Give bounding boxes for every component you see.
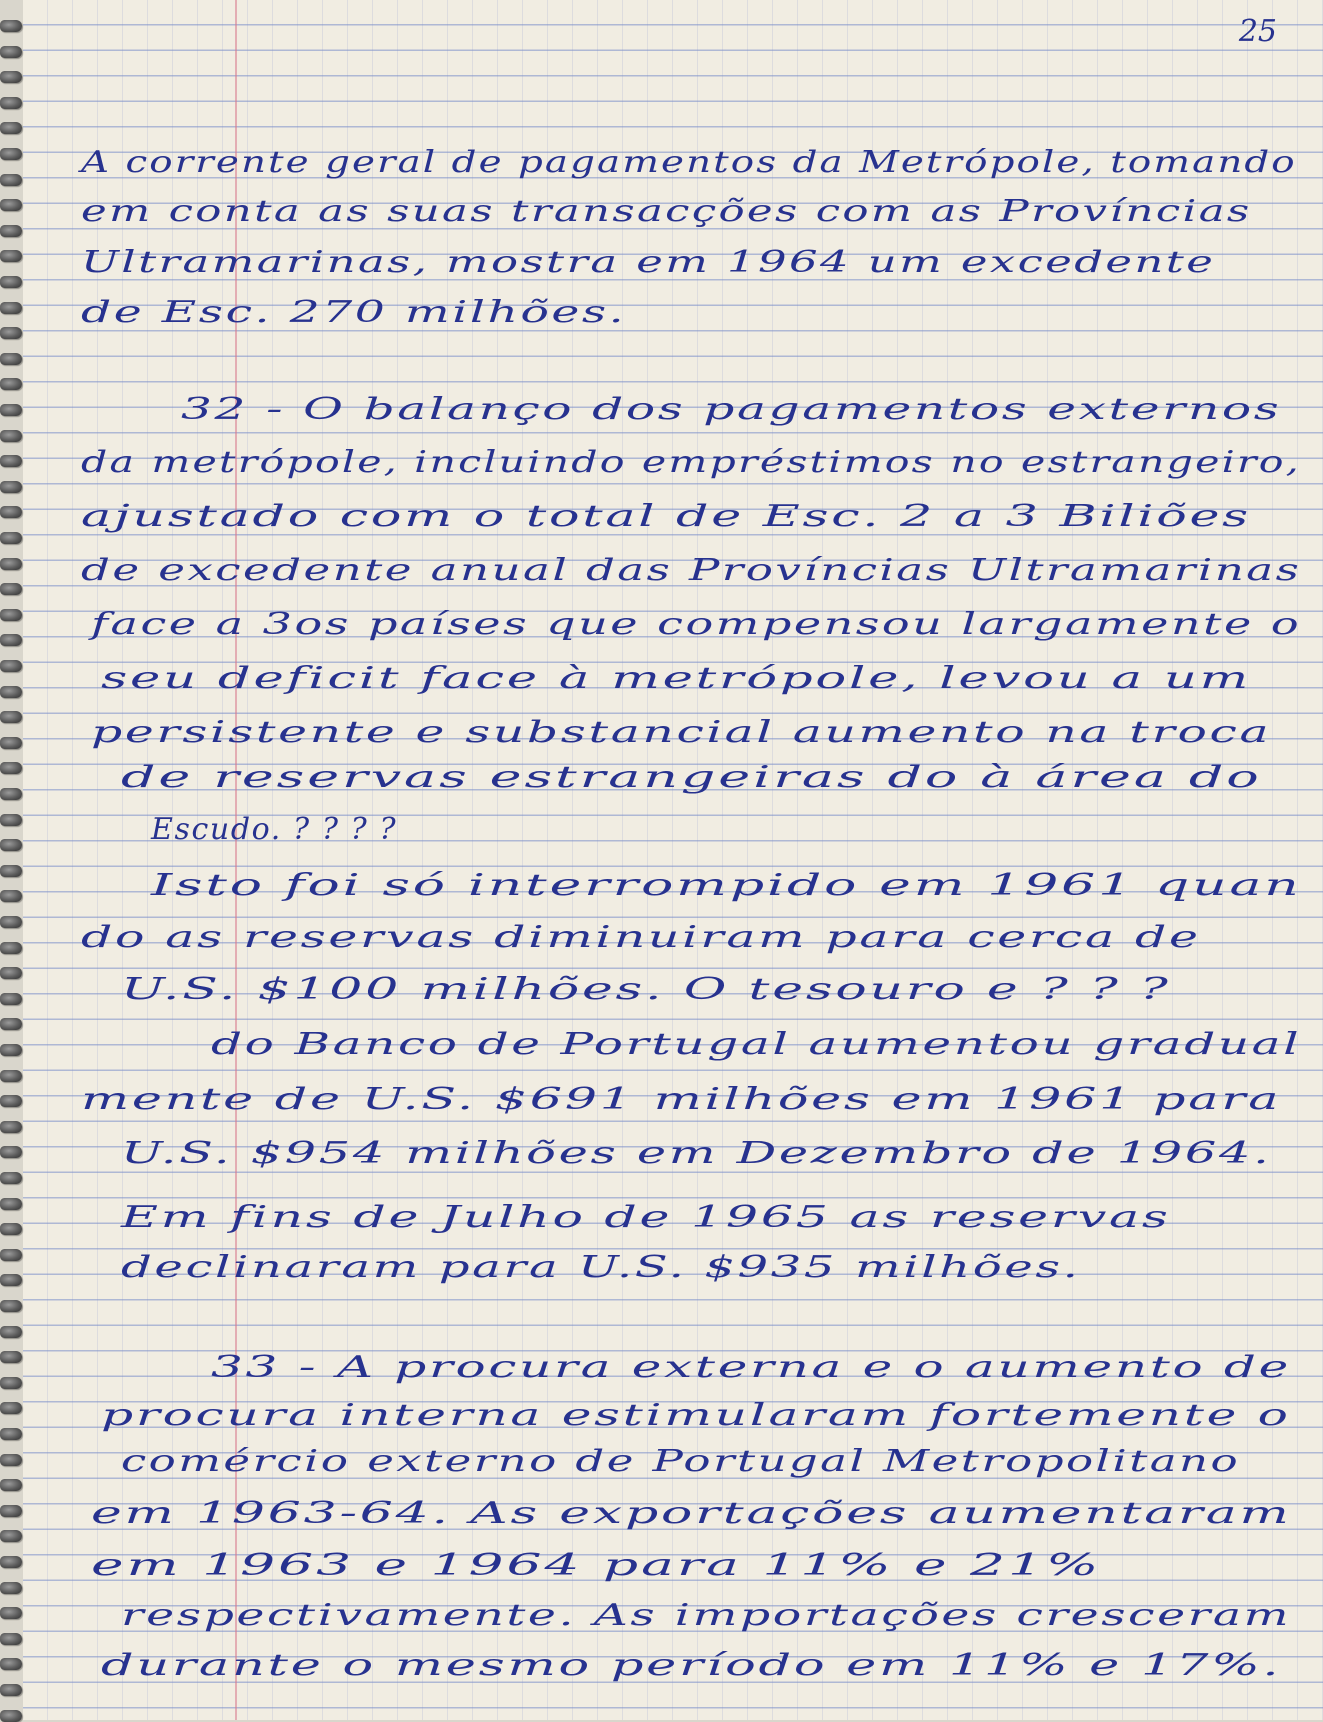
text-line: respectivamente. As importações cresceram [121,1598,1292,1633]
spiral-ring [0,788,22,800]
text-line: Isto foi só interrompido em 1961 quan [151,868,1302,903]
text-line: em 1963 e 1964 para 11% e 21% [91,1548,1102,1583]
text-line: procura interna estimularam fortemente o [101,1398,1291,1433]
spiral-ring [0,711,22,723]
spiral-ring [0,1505,22,1517]
text-line: A corrente geral de pagamentos da Metrópole, tomando [81,145,1297,180]
spiral-ring [0,506,22,518]
spiral-ring [0,1658,22,1670]
text-line: U.S. $954 milhões em Dezembro de 1964. [121,1136,1272,1171]
spiral-ring [0,1300,22,1312]
spiral-ring [0,404,22,416]
spiral-ring [0,1249,22,1261]
text-line: persistente e substancial aumento na troca [91,715,1272,750]
spiral-ring [0,762,22,774]
spiral-ring [0,327,22,339]
spiral-ring [0,1326,22,1338]
spiral-ring [0,1684,22,1696]
text-line: 33 - A procura externa e o aumento de [211,1350,1291,1385]
spiral-ring [0,1274,22,1286]
spiral-ring [0,1582,22,1594]
spiral-ring [0,1223,22,1235]
spiral-ring [0,839,22,851]
spiral-ring [0,122,22,134]
spiral-ring [0,46,22,58]
spiral-ring [0,1402,22,1414]
spiral-ring [0,532,22,544]
spiral-ring [0,250,22,262]
spiral-ring [0,1428,22,1440]
spiral-ring [0,942,22,954]
spiral-ring [0,609,22,621]
text-line: de Esc. 270 milhões. [81,295,627,330]
text-line: do Banco de Portugal aumentou gradual [211,1027,1302,1062]
spiral-ring [0,1454,22,1466]
page-number: 25 [1238,14,1277,49]
text-line: em conta as suas transacções com as Províncias [81,194,1252,229]
text-line: declinaram para U.S. $935 milhões. [121,1250,1081,1285]
spiral-binding [0,0,30,1720]
text-line: face a 3os países que compensou largamente o [91,607,1302,642]
spiral-ring [0,634,22,646]
spiral-ring [0,558,22,570]
text-line: seu deficit face à metrópole, levou a um [101,661,1251,696]
spiral-ring [0,967,22,979]
text-line: Em fins de Julho de 1965 as reservas [121,1200,1171,1235]
spiral-ring [0,481,22,493]
spiral-ring [0,97,22,109]
spiral-ring [0,430,22,442]
text-line: Ultramarinas, mostra em 1964 um excedente [81,245,1216,280]
text-line: Escudo. ? ? ? ? [151,812,398,847]
spiral-ring [0,20,22,32]
spiral-ring [0,1607,22,1619]
spiral-ring [0,353,22,365]
spiral-ring [0,1146,22,1158]
spiral-ring [0,686,22,698]
spiral-ring [0,890,22,902]
spiral-ring [0,583,22,595]
notebook-page [23,0,1323,1720]
spiral-ring [0,1633,22,1645]
spiral-ring [0,1351,22,1363]
text-line: comércio externo de Portugal Metropolitano [121,1444,1241,1479]
text-line: mente de U.S. $691 milhões em 1961 para [81,1082,1282,1117]
spiral-ring [0,1018,22,1030]
text-line: 32 - O balanço dos pagamentos externos [181,392,1282,427]
spiral-ring [0,276,22,288]
spiral-ring [0,174,22,186]
spiral-ring [0,1198,22,1210]
spiral-ring [0,225,22,237]
text-line: de reservas estrangeiras do à área do [121,760,1262,795]
spiral-ring [0,455,22,467]
spiral-ring [0,916,22,928]
text-line: da metrópole, incluindo empréstimos no estrangeiro, [81,445,1301,480]
spiral-ring [0,148,22,160]
spiral-ring [0,302,22,314]
text-line: ajustado com o total de Esc. 2 a 3 Biliões [81,499,1251,534]
spiral-ring [0,660,22,672]
spiral-ring [0,737,22,749]
spiral-ring [0,993,22,1005]
text-line: de excedente anual das Províncias Ultramarinas [81,553,1302,588]
spiral-ring [0,1070,22,1082]
spiral-ring [0,1530,22,1542]
spiral-ring [0,71,22,83]
spiral-ring [0,1172,22,1184]
spiral-ring [0,1377,22,1389]
spiral-ring [0,1556,22,1568]
spiral-ring [0,865,22,877]
spiral-ring [0,1044,22,1056]
spiral-ring [0,199,22,211]
text-line: U.S. $100 milhões. O tesouro e ? ? ? [121,972,1171,1007]
spiral-ring [0,1095,22,1107]
text-line: em 1963-64. As exportações aumentaram [91,1496,1292,1531]
spiral-ring [0,1479,22,1491]
text-line: durante o mesmo período em 11% e 17%. [101,1648,1282,1683]
spiral-ring [0,1121,22,1133]
text-line: do as reservas diminuiram para cerca de [81,920,1201,955]
spiral-ring [0,814,22,826]
spiral-ring [0,378,22,390]
